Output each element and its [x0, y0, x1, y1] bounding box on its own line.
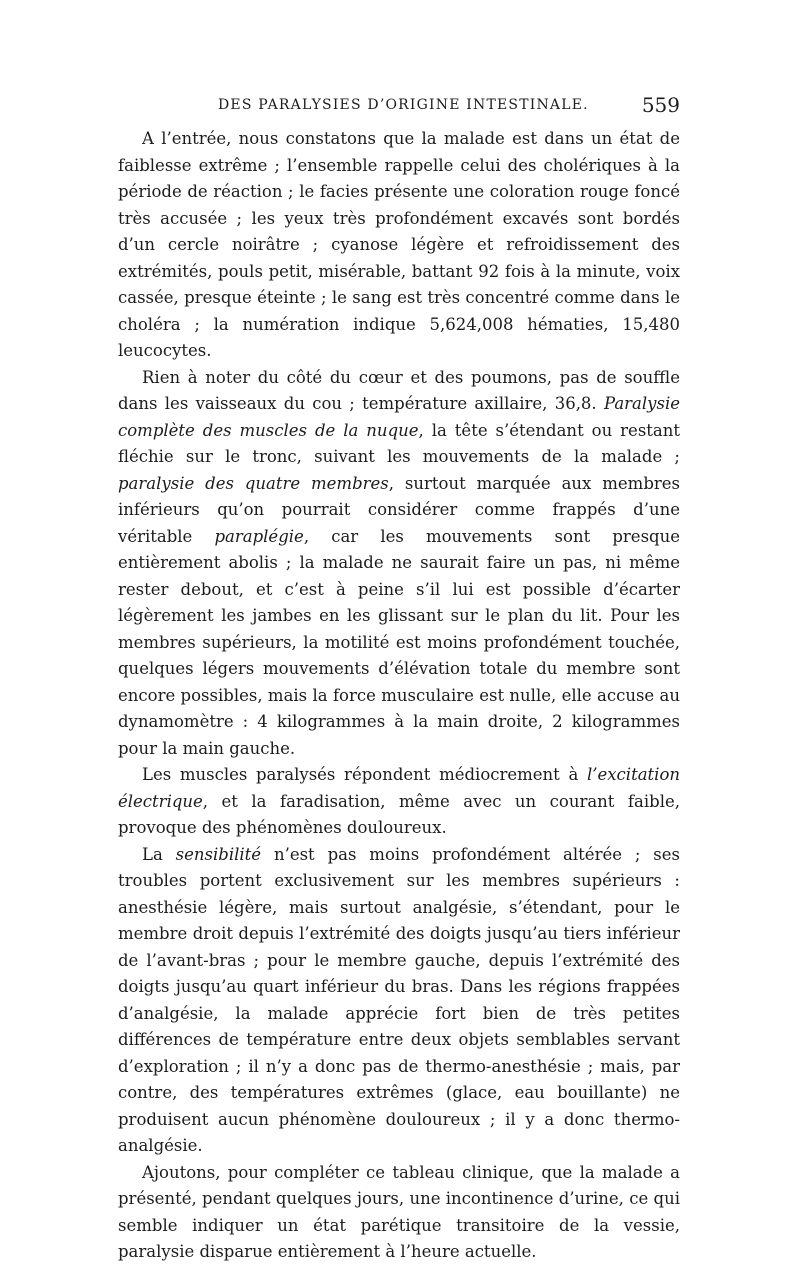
italic-text: Paralysie complète des muscles de la nuque — [118, 394, 680, 440]
text-run: , la tête s’étendant ou restant fléchie sur le tronc, suivant les mouvements de la malade ; — [118, 420, 681, 466]
text-run: Les muscles paralysés répondent médiocrement à — [142, 765, 587, 784]
italic-text: paralysie des quatre membres — [118, 473, 389, 493]
page-header — [118, 93, 680, 119]
body-text — [118, 126, 680, 1266]
text-run: , car les mouvements sont presque entièrement abolis ; la malade ne saurait faire un pas, ni même rester debout, et c’est à peine s’il lui est possible d’écarter légèrement les jambes en les glissant sur le plan du lit. Pour les membres supérieurs, la motilité est moins profondément touchée, quelques légers mouvements d’élévation totale du membre sont encore possibles, mais la force musculaire est nulle, elle accuse au dynamomètre : 4 kilogrammes à la main droite, 2 kilogrammes pour la main gauche. — [118, 526, 680, 758]
page-number: 559 — [641, 93, 680, 117]
paragraph — [118, 365, 680, 763]
text-run: , surtout marquée aux membres inférieurs qu’on pourrait considérer comme frappés d’une véritable — [118, 473, 680, 546]
text-run: Ajoutons, pour compléter ce tableau clinique, que la malade a présenté, pendant quelques jours, une incontinence d’urine, ce qui semble indiquer un état parétique transitoire de la vessie, paralysie disparue entièrement à l’heure actuelle. — [118, 1162, 680, 1261]
italic-text: sensibilité — [175, 844, 262, 864]
italic-text: l’excitation électrique — [118, 765, 680, 811]
text-run: , et la faradisation, même avec un courant faible, provoque des phénomènes douloureux. — [118, 791, 680, 837]
text-run: n’est pas moins profondément altérée ; ses troubles portent exclusivement sur les membres supérieurs : anesthésie légère, mais surtout analgésie, s’étendant, pour le membre droit depuis l’extrémité des doigts jusqu’au tiers inférieur de l’avant-bras ; pour le membre gauche, depuis l’extrémité des doigts jusqu’au quart inférieur du bras. Dans les régions frappées d’analgésie, la malade apprécie fort bien de très petites différences de température entre deux objets semblables servant d’exploration ; il n’y a donc pas de thermo-anesthésie ; mais, par contre, des températures extrêmes (glace, eau bouillante) ne produisent aucun phénomène douloureux ; il y a donc thermo-analgésie. — [118, 844, 680, 1155]
text-run: A l’entrée, nous constatons que la malade est dans un état de faiblesse extrême ; l’ensemble rappelle celui des cholériques à la période de réaction ; le facies présente une coloration rouge foncé très accusée ; les yeux très profondément excavés sont bordés d’un cercle noirâtre ; cyanose légère et refroidissement des extrémités, pouls petit, misérable, battant 92 fois à la minute, voix cassée, presque éteinte ; le sang est très concentré comme dans le choléra ; la numération indique 5,624,008 hématies, 15,480 leucocytes. — [118, 129, 680, 360]
paragraph — [118, 126, 680, 365]
text-run: Rien à noter du côté du cœur et des poumons, pas de souffle dans les vaisseaux du cou ; température axillaire, 36,8. — [118, 367, 680, 413]
text-run: La — [142, 844, 176, 864]
paragraph — [118, 762, 680, 842]
italic-text: paraplégie — [214, 526, 304, 546]
running-title: DES PARALYSIES D’ORIGINE INTESTINALE. — [218, 97, 589, 113]
paragraph — [118, 842, 680, 1160]
paragraph — [118, 1160, 680, 1266]
